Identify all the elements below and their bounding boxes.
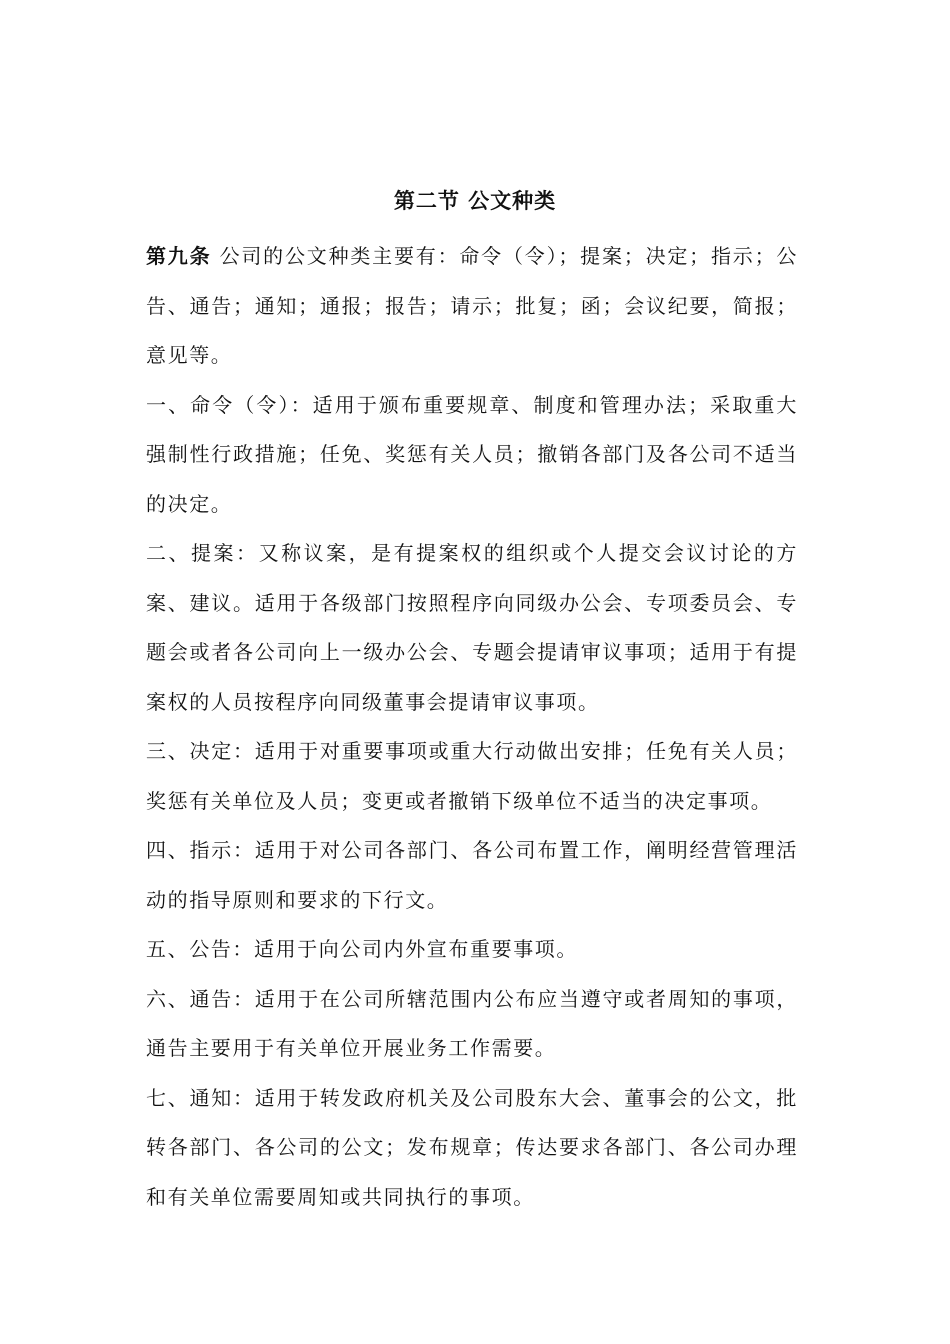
paragraph-notification: 七、通知：适用于转发政府机关及公司股东大会、董事会的公文，批转各部门、各公司的公文；发布规章；传达要求各部门、各公司办理和有关单位需要周知或共同执行的事项。 — [146, 1085, 798, 1209]
article-nine-paragraph — [146, 232, 798, 381]
paragraph-announcement: 五、公告：适用于向公司内外宣布重要事项。 — [146, 937, 578, 961]
article-label: 第九条 — [146, 244, 212, 268]
section-title: 第二节 公文种类 — [393, 188, 557, 213]
document-body — [146, 232, 798, 1222]
paragraph-decision: 三、决定：适用于对重要事项或重大行动做出安排；任免有关人员；奖惩有关单位及人员；变更或者撤销下级单位不适当的决定事项。 — [146, 739, 798, 813]
paragraph-proposal: 二、提案：又称议案，是有提案权的组织或个人提交会议讨论的方案、建议。适用于各级部门按照程序向同级办公会、专项委员会、专题会或者各公司向上一级办公会、专题会提请审议事项；适用于有提案权的人员按程序向同级董事会提请审议事项。 — [146, 541, 798, 714]
paragraph-directive: 四、指示：适用于对公司各部门、各公司布置工作，阐明经营管理活动的指导原则和要求的下行文。 — [146, 838, 798, 912]
paragraph-public-notice: 六、通告：适用于在公司所辖范围内公布应当遵守或者周知的事项，通告主要用于有关单位开展业务工作需要。 — [146, 986, 798, 1060]
article-text: 公司的公文种类主要有：命令（令）；提案；决定；指示；公告、通告；通知；通报；报告；请示；批复；函；会议纪要，简报；意见等。 — [146, 244, 798, 367]
paragraph-command: 一、命令（令）：适用于颁布重要规章、制度和管理办法；采取重大强制性行政措施；任免、奖惩有关人员；撤销各部门及各公司不适当的决定。 — [146, 392, 798, 516]
